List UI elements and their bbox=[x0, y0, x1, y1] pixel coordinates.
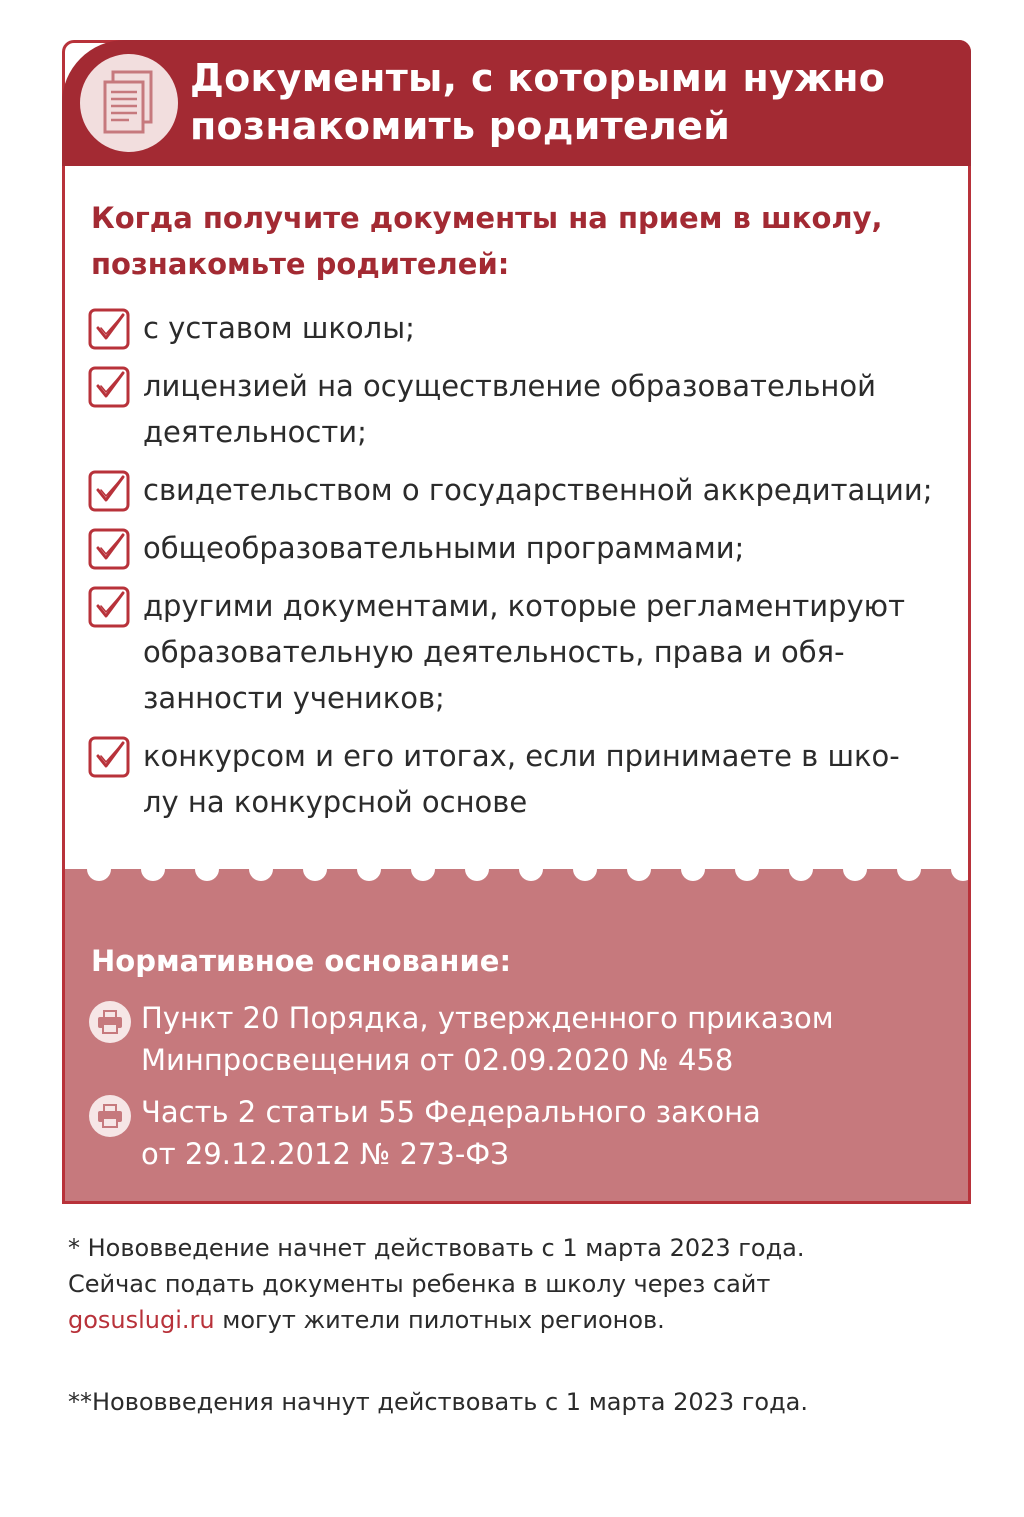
list-item bbox=[87, 467, 957, 513]
check-box-icon bbox=[87, 365, 131, 409]
check-box-icon bbox=[87, 735, 131, 779]
check-box-icon bbox=[87, 469, 131, 513]
list-item-text bbox=[143, 733, 900, 825]
list-item-line: лицензией на осуществление образовательной bbox=[143, 369, 876, 403]
intro-text bbox=[91, 195, 951, 287]
gosuslugi-link[interactable]: gosuslugi.ru bbox=[68, 1306, 215, 1334]
check-box-icon bbox=[87, 585, 131, 629]
list-item-line: с уставом школы; bbox=[143, 311, 415, 345]
list-item bbox=[87, 583, 957, 721]
legal-basis-panel bbox=[65, 869, 968, 1201]
basis-item bbox=[89, 997, 949, 1081]
footnote-line bbox=[68, 1302, 968, 1338]
card-header bbox=[62, 40, 971, 166]
footnote-text: могут жители пилотных регионов. bbox=[214, 1306, 665, 1334]
printer-icon bbox=[89, 1001, 131, 1043]
scallop-divider bbox=[65, 857, 968, 883]
basis-line: Пункт 20 Порядка, утвержденного приказом bbox=[141, 1001, 834, 1035]
list-item bbox=[87, 525, 957, 571]
document-icon bbox=[80, 54, 178, 152]
intro-line: Когда получите документы на прием в школу, bbox=[91, 201, 883, 235]
footnote-line: Сейчас подать документы ребенка в школу через сайт bbox=[68, 1270, 771, 1298]
list-item-text bbox=[143, 305, 415, 351]
list-item-text bbox=[143, 363, 876, 455]
list-item-line: образовательную деятельность, права и обя- bbox=[143, 635, 845, 669]
list-item-line: занности учеников; bbox=[143, 681, 445, 715]
basis-line: Часть 2 статьи 55 Федерального закона bbox=[141, 1095, 761, 1129]
list-item bbox=[87, 733, 957, 825]
list-item-text bbox=[143, 467, 933, 513]
list-item-line: лу на конкурсной основе bbox=[143, 785, 528, 819]
check-box-icon bbox=[87, 307, 131, 351]
title-line: Документы, с которыми нужно bbox=[190, 56, 886, 100]
list-item bbox=[87, 363, 957, 455]
intro-line: познакомьте родителей: bbox=[91, 247, 510, 281]
basis-title: Нормативное основание: bbox=[91, 944, 512, 978]
documents-card bbox=[62, 40, 971, 1204]
basis-item bbox=[89, 1091, 949, 1175]
list-item-line: деятельности; bbox=[143, 415, 367, 449]
title-line: познакомить родителей bbox=[190, 104, 731, 148]
list-item-line: другими документами, которые регламентируют bbox=[143, 589, 905, 623]
list-item-line: общеобразовательными программами; bbox=[143, 531, 745, 565]
footnote-line: * Нововведение начнет действовать с 1 марта 2023 года. bbox=[68, 1234, 805, 1262]
list-item-text bbox=[143, 525, 744, 571]
list-item-text bbox=[143, 583, 905, 721]
list-item-line: конкурсом и его итогах, если принимаете в шко- bbox=[143, 739, 900, 773]
list-item bbox=[87, 305, 957, 351]
basis-line: Минпросвещения от 02.09.2020 № 458 bbox=[141, 1043, 734, 1077]
footnotes bbox=[68, 1230, 968, 1420]
list-item-line: свидетельством о государственной аккредитации; bbox=[143, 473, 933, 507]
checklist bbox=[87, 305, 957, 837]
footnote-line: **Нововведения начнут действовать с 1 марта 2023 года. bbox=[68, 1388, 808, 1416]
page-title bbox=[190, 54, 960, 150]
printer-icon bbox=[89, 1095, 131, 1137]
basis-line: от 29.12.2012 № 273-ФЗ bbox=[141, 1137, 509, 1171]
check-box-icon bbox=[87, 527, 131, 571]
